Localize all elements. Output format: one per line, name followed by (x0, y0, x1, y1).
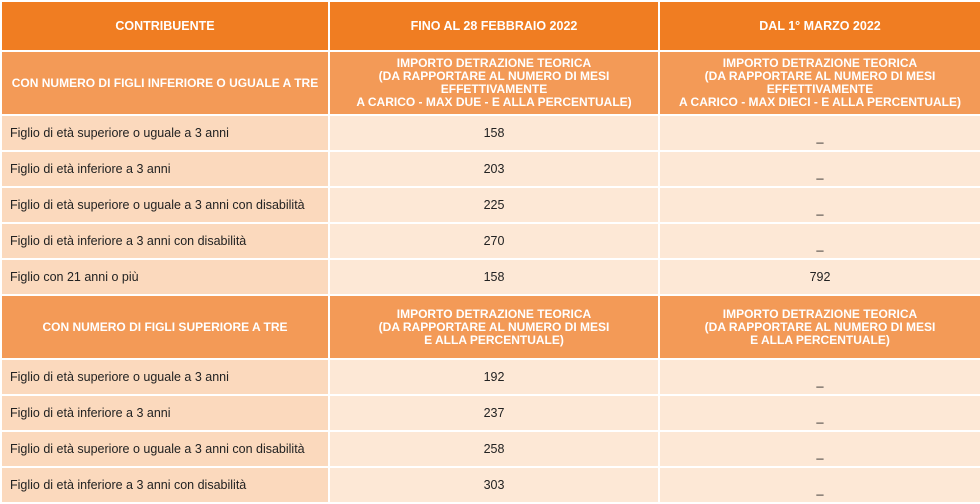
until-feb-value: 258 (329, 431, 659, 467)
table-row (1, 259, 980, 295)
row-label: Figlio di età inferiore a 3 anni (1, 395, 329, 431)
header-fino-al-28-febbraio: FINO AL 28 FEBBRAIO 2022 (329, 1, 659, 51)
section-col3-heading: IMPORTO DETRAZIONE TEORICA (DA RAPPORTARE AL NUMERO DI MESI EFFETTIVAMENTE A CARICO - MAX DIECI - E ALLA PERCENTUALE) (659, 51, 980, 115)
row-label: Figlio di età inferiore a 3 anni con disabilità (1, 223, 329, 259)
until-feb-value: 225 (329, 187, 659, 223)
from-mar-value: _ (659, 151, 980, 187)
from-mar-value: _ (659, 431, 980, 467)
until-feb-value: 237 (329, 395, 659, 431)
from-mar-value: _ (659, 223, 980, 259)
from-mar-value: _ (659, 359, 980, 395)
section-title: CON NUMERO DI FIGLI SUPERIORE A TRE (1, 295, 329, 359)
from-mar-value: _ (659, 467, 980, 503)
row-label: Figlio di età inferiore a 3 anni (1, 151, 329, 187)
row-label: Figlio con 21 anni o più (1, 259, 329, 295)
table-row (1, 115, 980, 151)
section-col3-heading: IMPORTO DETRAZIONE TEORICA (DA RAPPORTARE AL NUMERO DI MESI E ALLA PERCENTUALE) (659, 295, 980, 359)
table-row (1, 467, 980, 503)
row-label: Figlio di età superiore o uguale a 3 anni (1, 359, 329, 395)
table-row (1, 395, 980, 431)
until-feb-value: 158 (329, 115, 659, 151)
section-heading-row (1, 51, 980, 115)
table-row (1, 359, 980, 395)
header-dal-1-marzo: DAL 1° MARZO 2022 (659, 1, 980, 51)
table-row (1, 431, 980, 467)
section-title: CON NUMERO DI FIGLI INFERIORE O UGUALE A TRE (1, 51, 329, 115)
from-mar-value: _ (659, 395, 980, 431)
from-mar-value: _ (659, 115, 980, 151)
table-header-row (1, 1, 980, 51)
from-mar-value: _ (659, 187, 980, 223)
section-col2-heading: IMPORTO DETRAZIONE TEORICA (DA RAPPORTARE AL NUMERO DI MESI EFFETTIVAMENTE A CARICO - MAX DUE - E ALLA PERCENTUALE) (329, 51, 659, 115)
section-heading-row (1, 295, 980, 359)
table-row (1, 151, 980, 187)
until-feb-value: 303 (329, 467, 659, 503)
until-feb-value: 192 (329, 359, 659, 395)
row-label: Figlio di età superiore o uguale a 3 anni con disabilità (1, 431, 329, 467)
table-row (1, 187, 980, 223)
row-label: Figlio di età superiore o uguale a 3 anni (1, 115, 329, 151)
section-col2-heading: IMPORTO DETRAZIONE TEORICA (DA RAPPORTARE AL NUMERO DI MESI E ALLA PERCENTUALE) (329, 295, 659, 359)
row-label: Figlio di età superiore o uguale a 3 anni con disabilità (1, 187, 329, 223)
until-feb-value: 158 (329, 259, 659, 295)
until-feb-value: 203 (329, 151, 659, 187)
row-label: Figlio di età inferiore a 3 anni con disabilità (1, 467, 329, 503)
header-contribuente: CONTRIBUENTE (1, 1, 329, 51)
table-row (1, 223, 980, 259)
until-feb-value: 270 (329, 223, 659, 259)
from-mar-value: 792 (659, 259, 980, 295)
